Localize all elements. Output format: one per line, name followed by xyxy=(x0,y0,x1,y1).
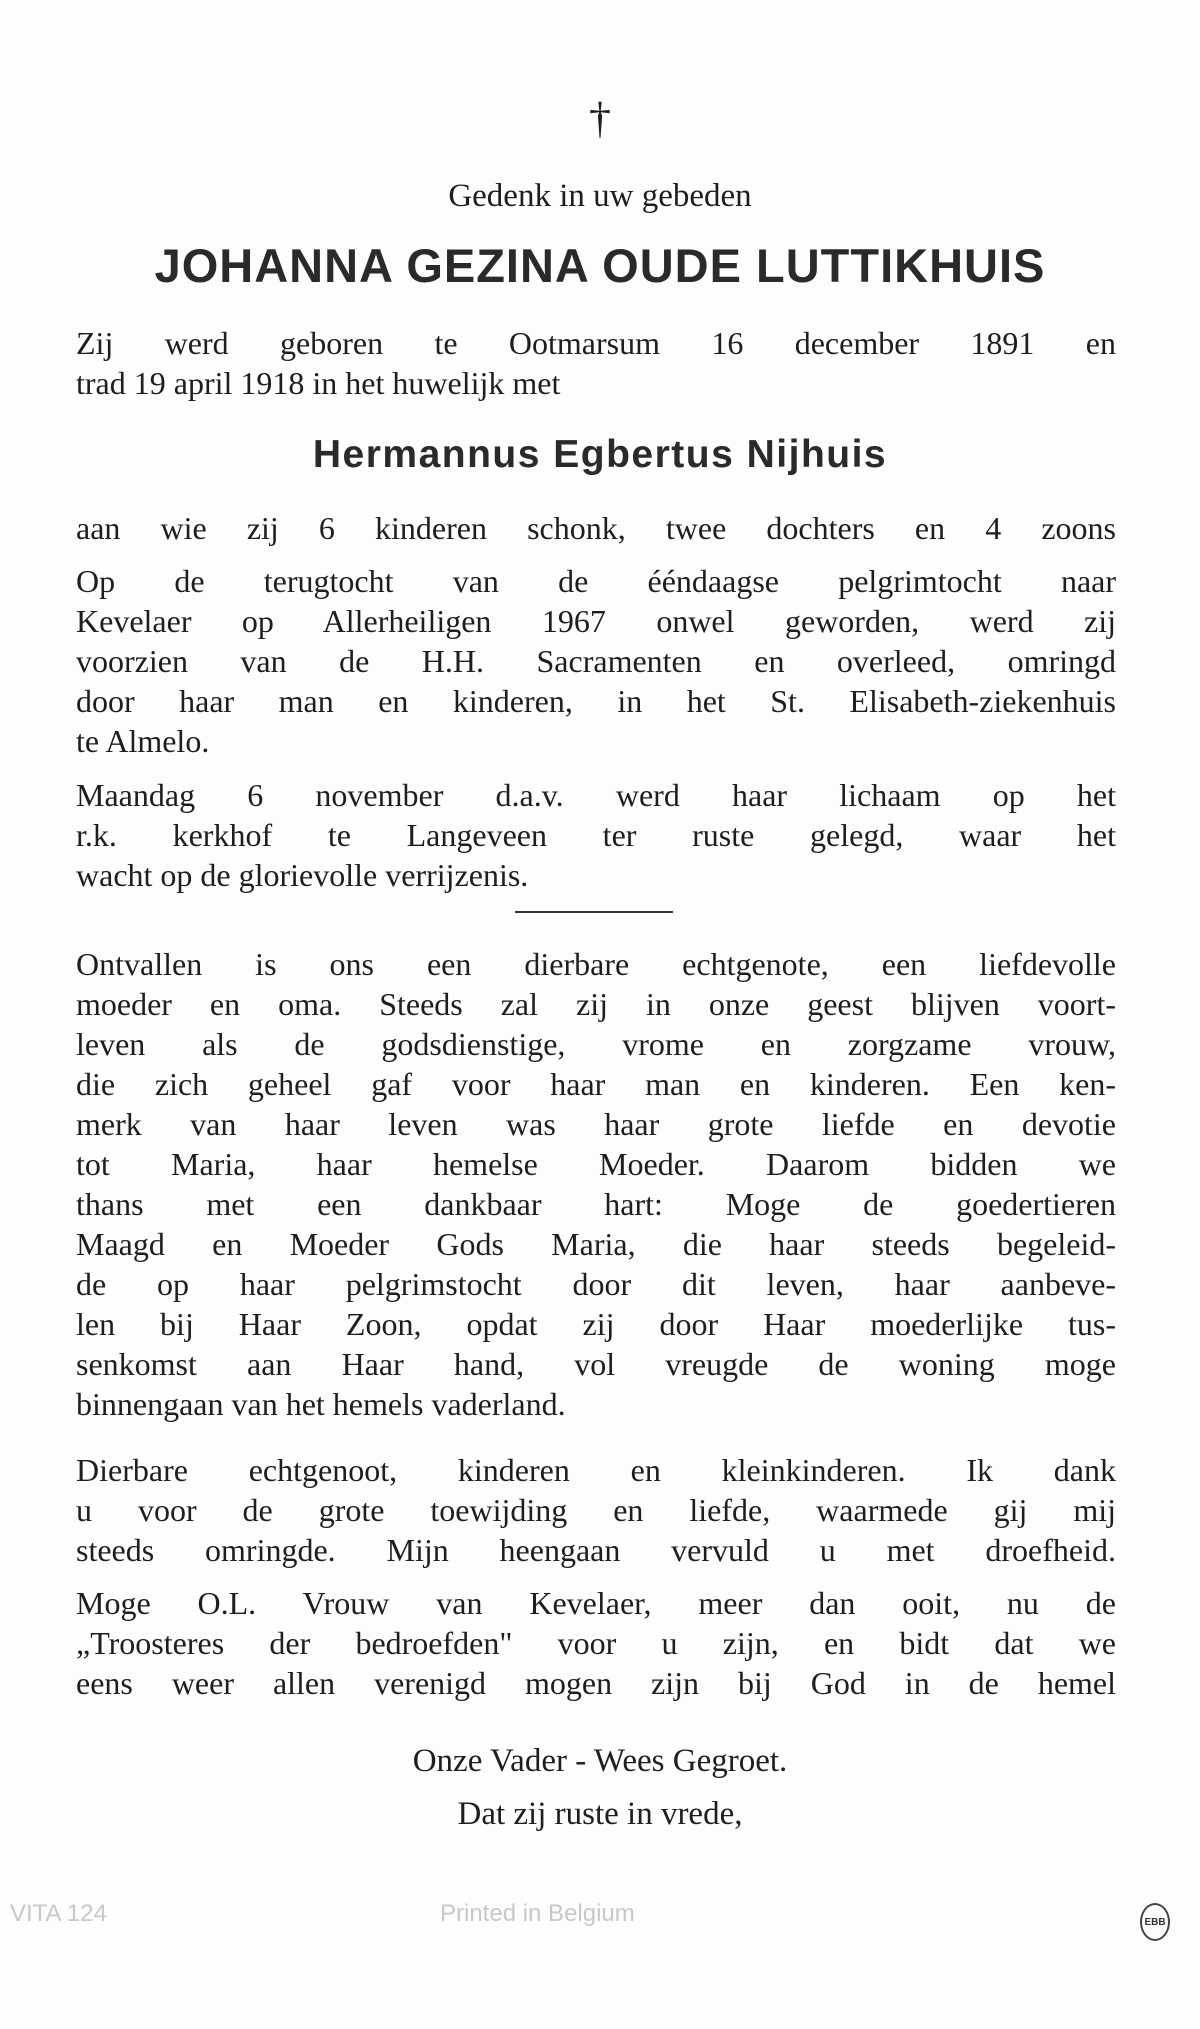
burial-paragraph xyxy=(76,775,1116,895)
rest-in-peace-line: Dat zij ruste in vrede, xyxy=(457,1796,743,1832)
printed-in-label: Printed in Belgium xyxy=(440,1900,635,1927)
spouse-name: Hermannus Egbertus Nijhuis xyxy=(312,433,888,476)
farewell-paragraph xyxy=(76,1450,1116,1570)
divider xyxy=(515,911,673,913)
text-line: aan wie zij 6 kinderen schonk, twee dochters en 4 zoons xyxy=(76,510,1116,546)
text-line: moeder en oma. Steeds zal zij in onze geest blijven voort- xyxy=(76,986,1116,1022)
text-line: r.k. kerkhof te Langeveen ter ruste gelegd, waar het xyxy=(76,817,1116,853)
print-code: VITA 124 xyxy=(10,1900,107,1927)
children-paragraph xyxy=(76,508,1116,548)
text-line: Maagd en Moeder Gods Maria, die haar steeds begeleid- xyxy=(76,1226,1116,1262)
text-line: Op de terugtocht van de ééndaagse pelgrimtocht naar xyxy=(76,563,1116,599)
prayer-line: Onze Vader - Wees Gegroet. xyxy=(412,1743,788,1779)
printer-seal-icon: EBB xyxy=(1140,1903,1170,1941)
text-line: de op haar pelgrimstocht door dit leven, haar aanbeve- xyxy=(76,1266,1116,1302)
tribute-paragraph xyxy=(76,944,1116,1424)
text-line: die zich geheel gaf voor haar man en kinderen. Een ken- xyxy=(76,1066,1116,1102)
text-line: Moge O.L. Vrouw van Kevelaer, meer dan ooit, nu de xyxy=(76,1585,1116,1621)
birth-marriage-paragraph xyxy=(76,323,1116,403)
text-line: thans met een dankbaar hart: Moge de goedertieren xyxy=(76,1186,1116,1222)
text-line: Dierbare echtgenoot, kinderen en kleinkinderen. Ik dank xyxy=(76,1452,1116,1488)
text-line: Maandag 6 november d.a.v. werd haar lichaam op het xyxy=(76,777,1116,813)
text-line: u voor de grote toewijding en liefde, waarmede gij mij xyxy=(76,1492,1116,1528)
text-line: steeds omringde. Mijn heengaan vervuld u met droefheid. xyxy=(76,1532,1116,1568)
text-line: Ontvallen is ons een dierbare echtgenote, een liefdevolle xyxy=(76,946,1116,982)
text-line: binnengaan van het hemels vaderland. xyxy=(76,1386,566,1422)
kevelaer-paragraph xyxy=(76,1583,1116,1703)
text-line: tot Maria, haar hemelse Moeder. Daarom bidden we xyxy=(76,1146,1116,1182)
text-line: voorzien van de H.H. Sacramenten en overleed, omringd xyxy=(76,643,1116,679)
cross-icon: † xyxy=(589,94,611,143)
text-line: wacht op de glorievolle verrijzenis. xyxy=(76,857,529,893)
text-line: door haar man en kinderen, in het St. Elisabeth-ziekenhuis xyxy=(76,683,1116,719)
text-line: merk van haar leven was haar grote liefde en devotie xyxy=(76,1106,1116,1142)
text-line: leven als de godsdienstige, vrome en zorgzame vrouw, xyxy=(76,1026,1116,1062)
text-line: len bij Haar Zoon, opdat zij door Haar moederlijke tus- xyxy=(76,1306,1116,1342)
text-line: „Troosteres der bedroefden" voor u zijn, en bidt dat we xyxy=(76,1625,1116,1661)
text-line: trad 19 april 1918 in het huwelijk met xyxy=(76,365,561,401)
heading: Gedenk in uw gebeden xyxy=(448,178,752,214)
text-line: Zij werd geboren te Ootmarsum 16 december 1891 en xyxy=(76,325,1116,361)
text-line: eens weer allen verenigd mogen zijn bij God in de hemel xyxy=(76,1665,1116,1701)
deceased-name: JOHANNA GEZINA OUDE LUTTIKHUIS xyxy=(154,239,1046,292)
death-paragraph xyxy=(76,561,1116,761)
text-line: Kevelaer op Allerheiligen 1967 onwel geworden, werd zij xyxy=(76,603,1116,639)
text-line: te Almelo. xyxy=(76,723,210,759)
text-line: senkomst aan Haar hand, vol vreugde de woning moge xyxy=(76,1346,1116,1382)
